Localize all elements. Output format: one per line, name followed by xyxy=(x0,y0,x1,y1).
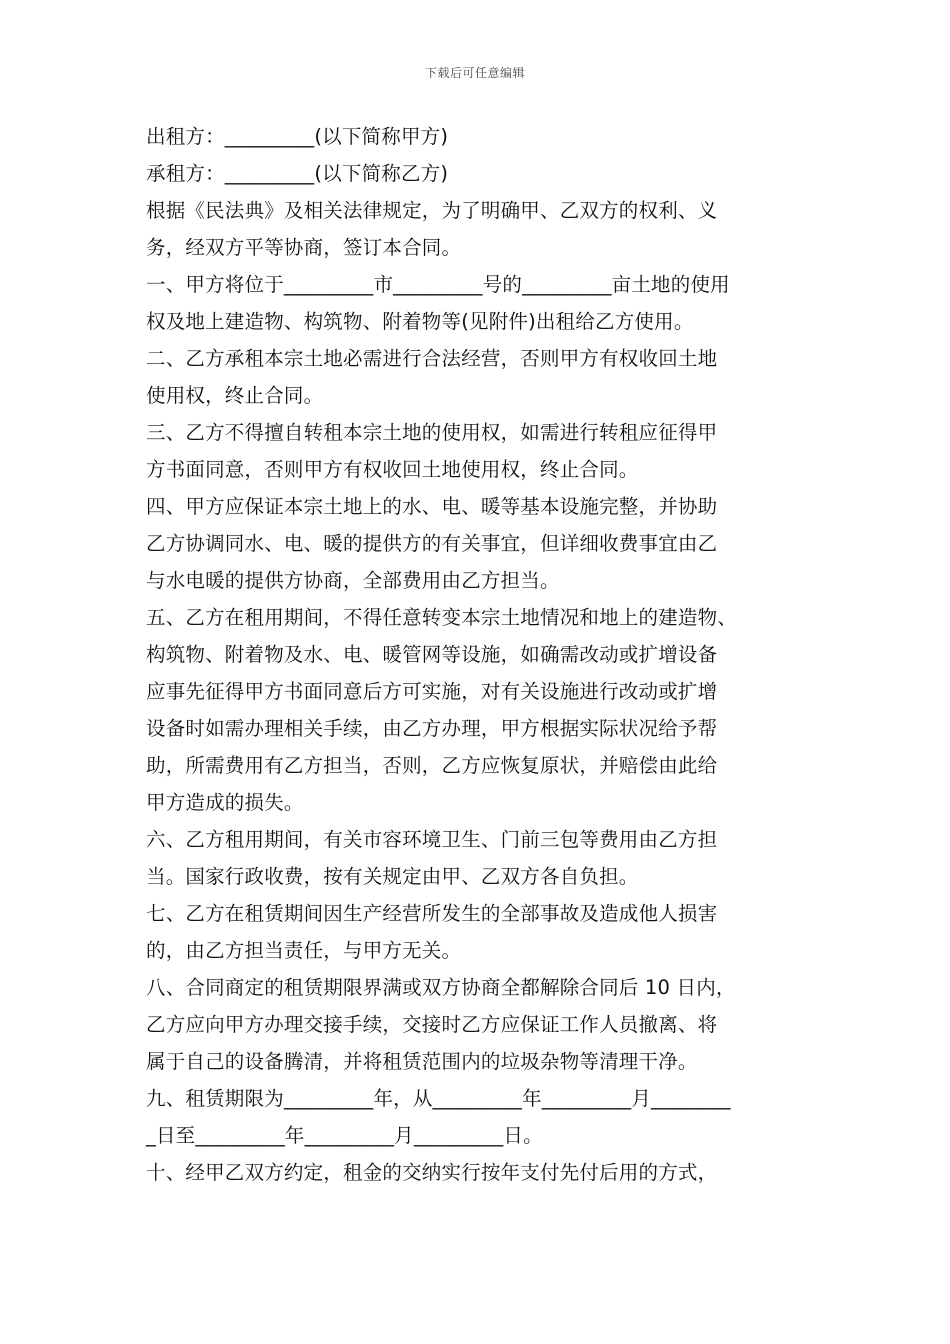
text-line: 权及地上建造物、构筑物、附着物等(见附件)出租给乙方使用。 xyxy=(146,310,694,333)
text-line: 属于自己的设备腾清，并将租赁范围内的垃圾杂物等清理干净。 xyxy=(146,1050,698,1073)
text-line: 使用权，终止合同。 xyxy=(146,384,324,407)
text-line: 甲方造成的损失。 xyxy=(146,791,304,814)
text-line: 十、经甲乙双方约定，租金的交纳实行按年支付先付后用的方式， xyxy=(146,1161,718,1184)
text-line: 承租方：_________(以下简称乙方) xyxy=(146,162,449,185)
page-header-note: 下载后可任意编辑 xyxy=(424,66,525,80)
text-line: 的，由乙方担当责任，与甲方无关。 xyxy=(146,939,462,962)
text-line: 务，经双方平等协商，签订本合同。 xyxy=(146,236,462,259)
text-line: 根据《民法典》及相关法律规定，为了明确甲、乙双方的权利、义 xyxy=(146,199,718,222)
text-line: 五、乙方在租用期间，不得任意转变本宗土地情况和地上的建造物、 xyxy=(146,606,738,629)
text-line: 八、合同商定的租赁期限界满或双方协商全都解除合同后 10 日内， xyxy=(146,976,736,999)
text-line: 应事先征得甲方书面同意后方可实施，对有关设施进行改动或扩增 xyxy=(146,680,718,703)
text-line: 与水电暖的提供方协商，全部费用由乙方担当。 xyxy=(146,569,560,592)
text-line: 当。国家行政收费，按有关规定由甲、乙双方各自负担。 xyxy=(146,865,639,888)
text-line: 三、乙方不得擅自转租本宗土地的使用权，如需进行转租应征得甲 xyxy=(146,421,718,444)
text-line: 七、乙方在租赁期间因生产经营所发生的全部事故及造成他人损害 xyxy=(146,902,718,925)
text-line: 构筑物、附着物及水、电、暖管网等设施，如确需改动或扩增设备 xyxy=(146,643,718,666)
text-line: 助，所需费用有乙方担当，否则，乙方应恢复原状，并赔偿由此给 xyxy=(146,754,718,777)
text-line: 四、甲方应保证本宗土地上的水、电、暖等基本设施完整，并协助 xyxy=(146,495,718,518)
text-line: 九、租赁期限为_________年，从_________年_________月________ xyxy=(146,1087,731,1110)
text-line: 一、甲方将位于_________市_________号的_________亩土地的使用 xyxy=(146,273,730,296)
contract-body xyxy=(146,118,826,1191)
text-line: 设备时如需办理相关手续，由乙方办理，甲方根据实际状况给予帮 xyxy=(146,717,718,740)
text-line: 出租方：_________(以下简称甲方) xyxy=(146,125,449,148)
text-line: 乙方协调同水、电、暖的提供方的有关事宜，但详细收费事宜由乙 xyxy=(146,532,718,555)
text-line: 方书面同意，否则甲方有权收回土地使用权，终止合同。 xyxy=(146,458,639,481)
text-line: 乙方应向甲方办理交接手续，交接时乙方应保证工作人员撤离、将 xyxy=(146,1013,718,1036)
text-line: _日至_________年_________月_________日。 xyxy=(146,1124,543,1147)
text-line: 六、乙方租用期间，有关市容环境卫生、门前三包等费用由乙方担 xyxy=(146,828,718,851)
text-line: 二、乙方承租本宗土地必需进行合法经营，否则甲方有权收回土地 xyxy=(146,347,718,370)
